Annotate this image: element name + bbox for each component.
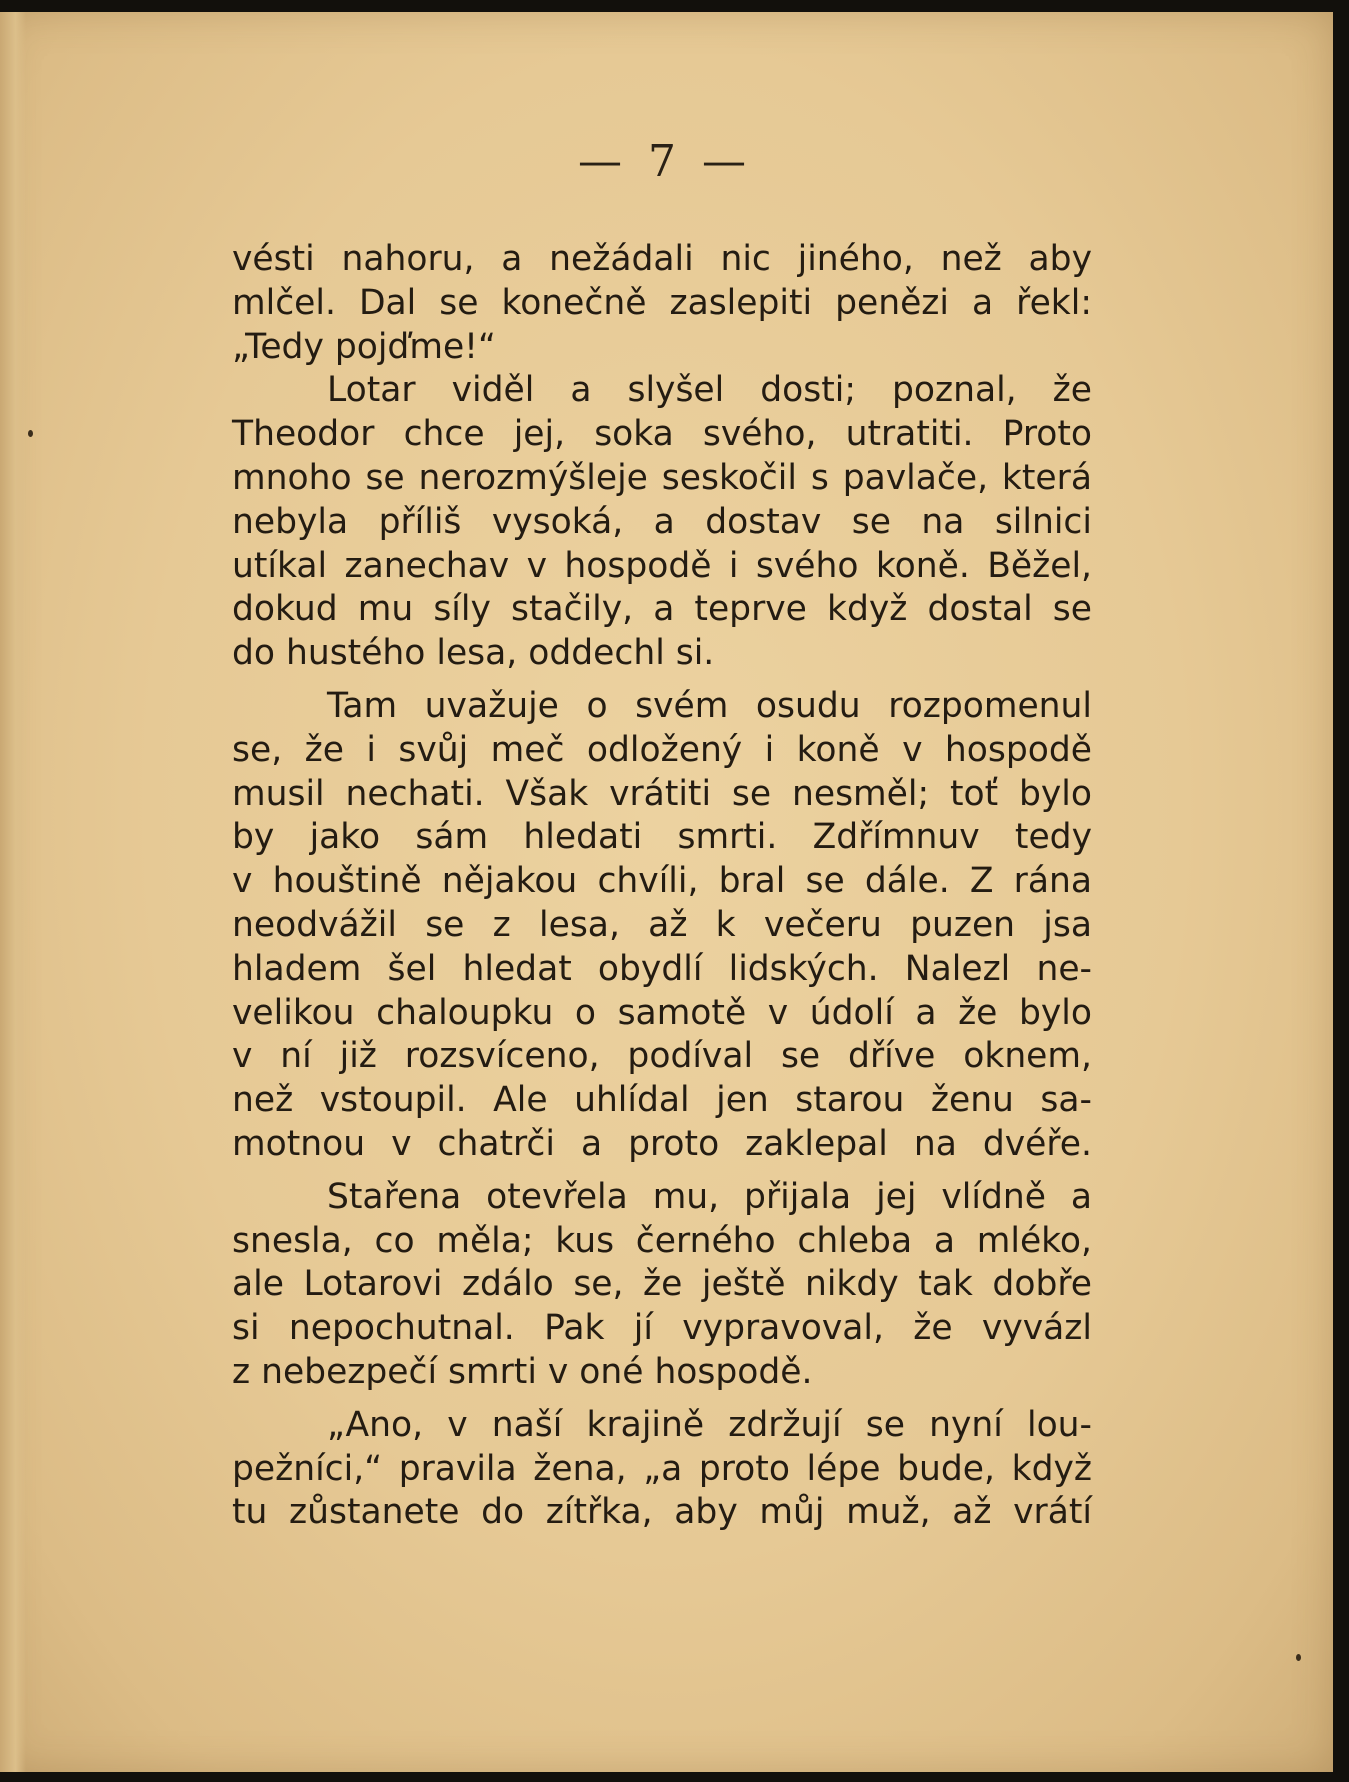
text-line: by jako sám hledati smrti. Zdřímnuv tedy [232,817,1092,858]
text-line: Stařena otevřela mu, přijala jej vlídně a [327,1176,1092,1217]
paragraph-gap [232,1167,1092,1176]
text-line: v ní již rozsvíceno, podíval se dříve oknem, [232,1036,1092,1077]
text-line: mlčel. Dal se konečně zaslepiti penězi a řekl: [232,282,1092,323]
text-line: v houštině nějakou chvíli, bral se dále. Z rána [232,861,1092,902]
text-line: tu zůstanete do zítřka, aby můj muž, až vrátí [232,1492,1092,1533]
text-line: utíkal zanechav v hospodě i svého koně. Běžel, [232,545,1092,586]
text-line: než vstoupil. Ale uhlídal jen starou ženu sa- [232,1080,1092,1121]
page-number: — 7 — [578,136,752,187]
text-line: si nepochutnal. Pak jí vypravoval, že vyvázl [232,1308,1092,1349]
text-line: Tam uvažuje o svém osudu rozpomenul [327,685,1092,726]
text-line: hladem šel hledat obydlí lidských. Nalezl ne- [232,948,1092,989]
text-line: neodvážil se z lesa, až k večeru puzen jsa [232,904,1092,945]
page-gutter [0,12,26,1772]
text-line: snesla, co měla; kus černého chleba a mléko, [232,1220,1092,1261]
text-line: mnoho se nerozmýšleje seskočil s pavlače, která [232,457,1092,498]
text-line: Lotar viděl a slyšel dosti; poznal, že [327,370,1092,411]
text-line: vésti nahoru, a nežádali nic jiného, než aby [232,239,1092,279]
text-line: musil nechati. Však vrátiti se nesměl; toť bylo [232,773,1092,814]
body-text [232,238,1092,1535]
text-line: „Ano, v naší krajině zdržují se nyní lou- [327,1404,1092,1445]
text-line: se, že i svůj meč odložený i koně v hospodě [232,729,1092,770]
text-line: do hustého lesa, oddechl si. [232,633,715,674]
text-line: ale Lotarovi zdálo se, že ještě nikdy tak dobře [232,1264,1092,1305]
text-line: velikou chaloupku o samotě v údolí a že bylo [232,992,1092,1033]
text-line: motnou v chatrči a proto zaklepal na dvéře. [232,1123,1092,1164]
ink-speck [1296,1654,1301,1661]
ink-speck [28,430,33,437]
paragraph-gap [232,1395,1092,1404]
text-line: z nebezpečí smrti v oné hospodě. [232,1351,813,1392]
text-line: Theodor chce jej, soka svého, utratiti. Proto [232,414,1092,455]
paragraph-gap [232,676,1092,685]
text-line: „Tedy pojďme!“ [232,326,496,367]
text-line: nebyla příliš vysoká, a dostav se na silnici [232,501,1092,542]
text-line: pežníci,“ pravila žena, „a proto lépe bude, když [232,1448,1092,1489]
text-line: dokud mu síly stačily, a teprve když dostal se [232,589,1092,630]
